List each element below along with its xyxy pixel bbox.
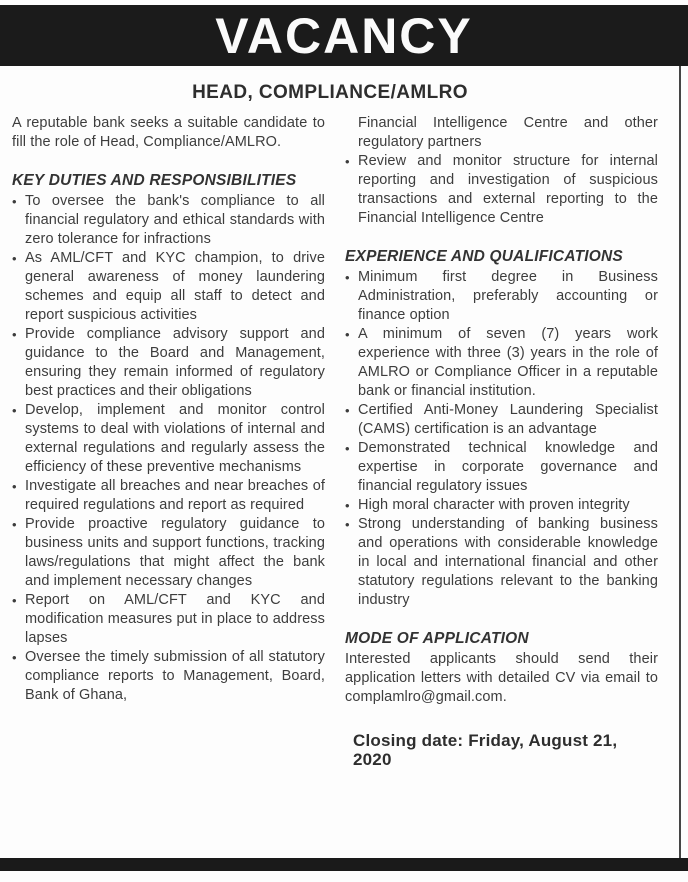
bullet-icon: • <box>345 517 350 532</box>
duty-item <box>12 401 325 477</box>
bullet-icon: • <box>12 251 17 266</box>
section-heading-mode-of-application: MODE OF APPLICATION <box>345 630 529 647</box>
section-heading-experience: EXPERIENCE AND QUALIFICATIONS <box>345 248 623 265</box>
duty-text: Investigate all breaches and near breaches of required regulations and report as required <box>25 478 325 513</box>
qualification-text: High moral character with proven integrity <box>358 497 630 513</box>
duty-item <box>12 648 325 705</box>
qualification-text: Minimum first degree in Business Administration, preferably accounting or finance option <box>358 269 658 323</box>
closing-date: Closing date: Friday, August 21, 2020 <box>353 731 618 769</box>
bullet-icon: • <box>345 403 350 418</box>
bullet-icon: • <box>12 593 17 608</box>
duty-text: To oversee the bank's compliance to all financial regulatory and ethical standards with zero tolerance for infractions <box>25 193 325 247</box>
content-columns <box>12 114 658 769</box>
mode-of-application-text: Interested applicants should send their application letters with detailed CV via email to complamlro@gmail.com. <box>345 651 658 705</box>
vacancy-banner <box>0 5 688 66</box>
bullet-icon: • <box>345 327 350 342</box>
duty-text: As AML/CFT and KYC champion, to drive general awareness of money laundering schemes and equip all staff to detect and report suspicious activities <box>25 250 325 323</box>
duty-text: Oversee the timely submission of all statutory compliance reports to Management, Board, Bank of Ghana, <box>25 649 325 703</box>
intro-paragraph: A reputable bank seeks a suitable candidate to fill the role of Head, Compliance/AMLRO. <box>12 115 325 150</box>
bullet-icon: • <box>12 194 17 209</box>
duty-continuation-text: Financial Intelligence Centre and other regulatory partners <box>358 115 658 150</box>
bullet-icon: • <box>12 327 17 342</box>
banner-title: VACANCY <box>215 7 473 64</box>
duty-item <box>12 515 325 591</box>
qualification-item <box>345 401 658 439</box>
bullet-icon: • <box>12 517 17 532</box>
bullet-icon: • <box>345 441 350 456</box>
bottom-black-bar <box>0 858 688 871</box>
duty-text: Provide compliance advisory support and guidance to the Board and Management, ensuring they remain informed of regulatory best practices and their obligations <box>25 326 325 399</box>
duty-item <box>12 477 325 515</box>
duty-item <box>12 325 325 401</box>
duty-text: Report on AML/CFT and KYC and modification measures put in place to address lapses <box>25 592 325 646</box>
qualification-item <box>345 325 658 401</box>
bullet-icon: • <box>345 154 350 169</box>
section-heading-key-duties: KEY DUTIES AND RESPONSIBILITIES <box>12 172 297 189</box>
left-column <box>12 114 325 769</box>
duty-item <box>12 591 325 648</box>
duty-item <box>12 249 325 325</box>
qualification-text: Certified Anti-Money Laundering Specialist (CAMS) certification is an advantage <box>358 402 658 437</box>
qualification-text: Demonstrated technical knowledge and expertise in corporate governance and financial regulatory issues <box>358 440 658 494</box>
qualification-item <box>345 515 658 610</box>
qualification-text: Strong understanding of banking business and operations with considerable knowledge in local and international financial and other statutory regulations relevant to the banking industry <box>358 516 658 608</box>
bullet-icon: • <box>12 403 17 418</box>
duty-text: Review and monitor structure for internal reporting and investigation of suspicious transactions and external reporting to the Financial Intelligence Centre <box>358 153 658 226</box>
qualification-item <box>345 496 658 515</box>
bullet-icon: • <box>345 498 350 513</box>
duty-text: Develop, implement and monitor control systems to deal with violations of internal and external regulations and regularly assess the efficiency of these preventive mechanisms <box>25 402 325 475</box>
qualification-text: A minimum of seven (7) years work experience with three (3) years in the role of AMLRO or Compliance Officer in a reputable bank or financial institution. <box>358 326 658 399</box>
bullet-icon: • <box>12 479 17 494</box>
page-title: HEAD, COMPLIANCE/AMLRO <box>192 82 468 103</box>
bullet-icon: • <box>12 650 17 665</box>
right-column <box>345 114 658 769</box>
duty-text: Provide proactive regulatory guidance to business units and support functions, tracking laws/regulations that might affect the bank and implement necessary changes <box>25 516 325 589</box>
right-border-line <box>679 66 681 858</box>
duty-item <box>345 152 658 228</box>
qualification-item <box>345 439 658 496</box>
bullet-icon: • <box>345 270 350 285</box>
qualification-item <box>345 268 658 325</box>
duty-item <box>12 192 325 249</box>
